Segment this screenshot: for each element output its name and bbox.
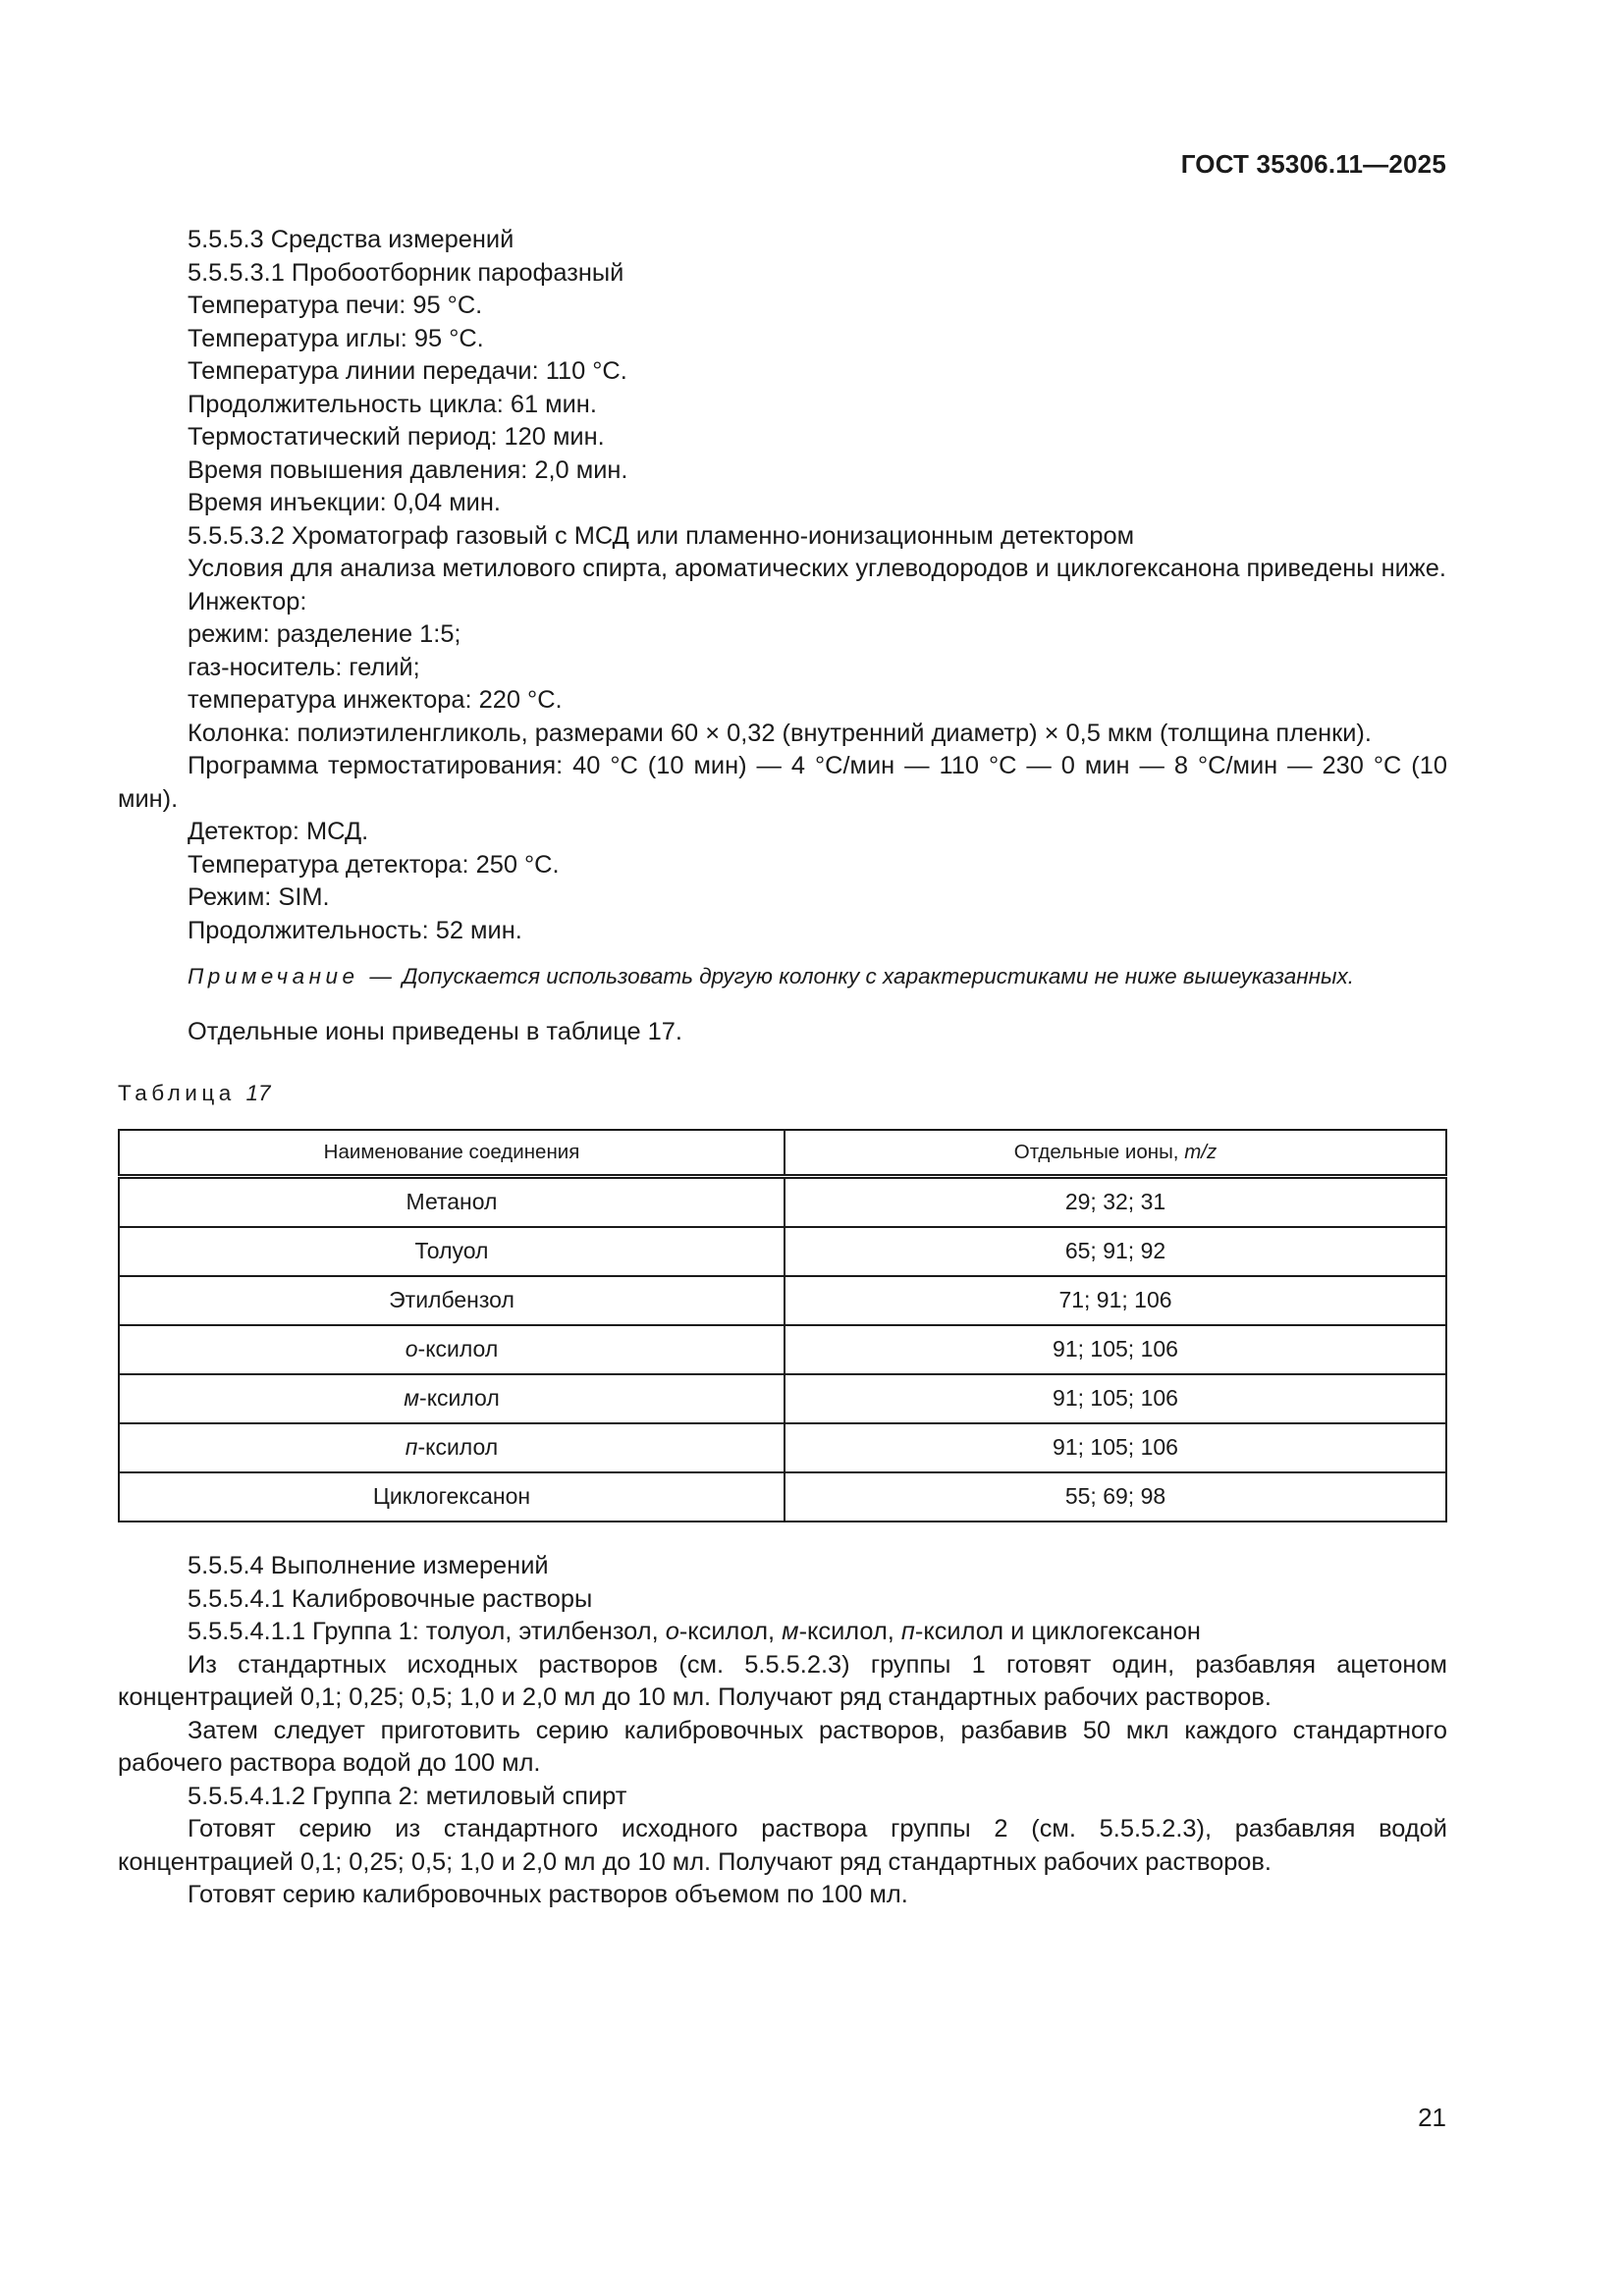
table-caption-label: Таблица — [118, 1080, 236, 1105]
paragraph: Отдельные ионы приведены в таблице 17. — [188, 1018, 682, 1045]
header-ions: Отдельные ионы, m/z — [785, 1130, 1446, 1177]
ions-table — [118, 1129, 1447, 1522]
ions-cell: 91; 105; 106 — [785, 1374, 1446, 1423]
table-row — [119, 1276, 1446, 1325]
paragraph: Время повышения давления: 2,0 мин. — [188, 455, 628, 484]
page-content — [118, 224, 1447, 1912]
table-row — [119, 1227, 1446, 1276]
subsection-heading: 5.5.5.4.1 Калибровочные растворы — [188, 1584, 593, 1613]
table-row — [119, 1374, 1446, 1423]
paragraph: Готовят серию калибровочных растворов объемом по 100 мл. — [188, 1881, 908, 1908]
ions-cell: 55; 69; 98 — [785, 1472, 1446, 1522]
compound-name-cell: м-ксилол — [119, 1374, 785, 1423]
subsection-heading: 5.5.5.4.1.2 Группа 2: метиловый спирт — [188, 1782, 627, 1810]
paragraph: Инжектор: — [188, 587, 307, 615]
compound-name-cell: Этилбензол — [119, 1276, 785, 1325]
subsection-heading: 5.5.5.3.2 Хроматограф газовый с МСД или пламенно-ионизационным детектором — [188, 521, 1135, 550]
paragraph: режим: разделение 1:5; — [188, 620, 461, 648]
paragraph: Продолжительность: 52 мин. — [188, 916, 522, 944]
paragraph: Затем следует приготовить серию калибровочных растворов, разбавив 50 мкл каждого стандартного рабочего раствора водой до 100 мл. — [118, 1716, 1447, 1777]
subsection-heading: 5.5.5.3.1 Пробоотборник парофазный — [188, 258, 624, 287]
table-caption-number: 17 — [245, 1080, 271, 1105]
compound-name-cell: Толуол — [119, 1227, 785, 1276]
compound-name-cell: п-ксилол — [119, 1423, 785, 1472]
paragraph: Температура детектора: 250 °С. — [188, 850, 560, 879]
subsection-heading: 5.5.5.4.1.1 Группа 1: толуол, этилбензол, о-ксилол, м-ксилол, п-ксилол и циклогексанон — [188, 1618, 1201, 1645]
paragraph: Температура линии передачи: 110 °С. — [188, 357, 627, 385]
section-heading: 5.5.5.3 Средства измерений — [188, 226, 514, 253]
paragraph: Готовят серию из стандартного исходного раствора группы 2 (см. 5.5.5.2.3), разбавляя водой концентрацией 0,1; 0,25; 0,5; 1,0 и 2,0 мл до 10 мл. Получают ряд стандартных рабочих растворов. — [118, 1815, 1447, 1876]
ions-cell: 71; 91; 106 — [785, 1276, 1446, 1325]
paragraph: Продолжительность цикла: 61 мин. — [188, 390, 597, 418]
document-code: ГОСТ 35306.11—2025 — [1180, 149, 1446, 179]
paragraph: Температура печи: 95 °С. — [188, 292, 483, 319]
table-row — [119, 1423, 1446, 1472]
paragraph: Условия для анализа метилового спирта, ароматических углеводородов и циклогексанона приведены ниже. — [188, 555, 1446, 582]
note — [118, 963, 1447, 990]
table-row — [119, 1325, 1446, 1374]
ions-cell: 65; 91; 92 — [785, 1227, 1446, 1276]
page-number: 21 — [1418, 2103, 1446, 2132]
table-row — [119, 1177, 1446, 1228]
paragraph: Колонка: полиэтиленгликоль, размерами 60 × 0,32 (внутренний диаметр) × 0,5 мкм (толщина пленки). — [188, 719, 1372, 747]
compound-name-cell: о-ксилол — [119, 1325, 785, 1374]
section-heading: 5.5.5.4 Выполнение измерений — [188, 1552, 549, 1579]
header-compound-name: Наименование соединения — [119, 1130, 785, 1177]
ions-cell: 91; 105; 106 — [785, 1423, 1446, 1472]
paragraph: Режим: SIM. — [188, 883, 330, 911]
paragraph: Температура иглы: 95 °С. — [188, 324, 484, 352]
table-header-row — [119, 1130, 1446, 1177]
table-row — [119, 1472, 1446, 1522]
compound-name-cell: Метанол — [119, 1177, 785, 1228]
paragraph: Термостатический период: 120 мин. — [188, 423, 605, 451]
paragraph: газ-носитель: гелий; — [188, 653, 420, 681]
note-label: Примечание — — [188, 964, 397, 988]
paragraph: Время инъекции: 0,04 мин. — [188, 489, 501, 516]
table-caption — [118, 1077, 1447, 1110]
ions-cell: 29; 32; 31 — [785, 1177, 1446, 1228]
paragraph: Программа термостатирования: 40 °С (10 мин) — 4 °С/мин — 110 °С — 0 мин — 8 °С/мин — 230 °С (10 мин). — [118, 752, 1447, 813]
paragraph: Из стандартных исходных растворов (см. 5.5.5.2.3) группы 1 готовят один, разбавляя ацетоном концентрацией 0,1; 0,25; 0,5; 1,0 и 2,0 мл до 10 мл. Получают ряд стандартных рабочих растворов. — [118, 1650, 1447, 1711]
note-text: Допускается использовать другую колонку с характеристиками не ниже вышеуказанных. — [402, 964, 1355, 988]
paragraph: температура инжектора: 220 °С. — [188, 686, 563, 714]
ions-cell: 91; 105; 106 — [785, 1325, 1446, 1374]
paragraph: Детектор: МСД. — [188, 818, 369, 845]
compound-name-cell: Циклогексанон — [119, 1472, 785, 1522]
